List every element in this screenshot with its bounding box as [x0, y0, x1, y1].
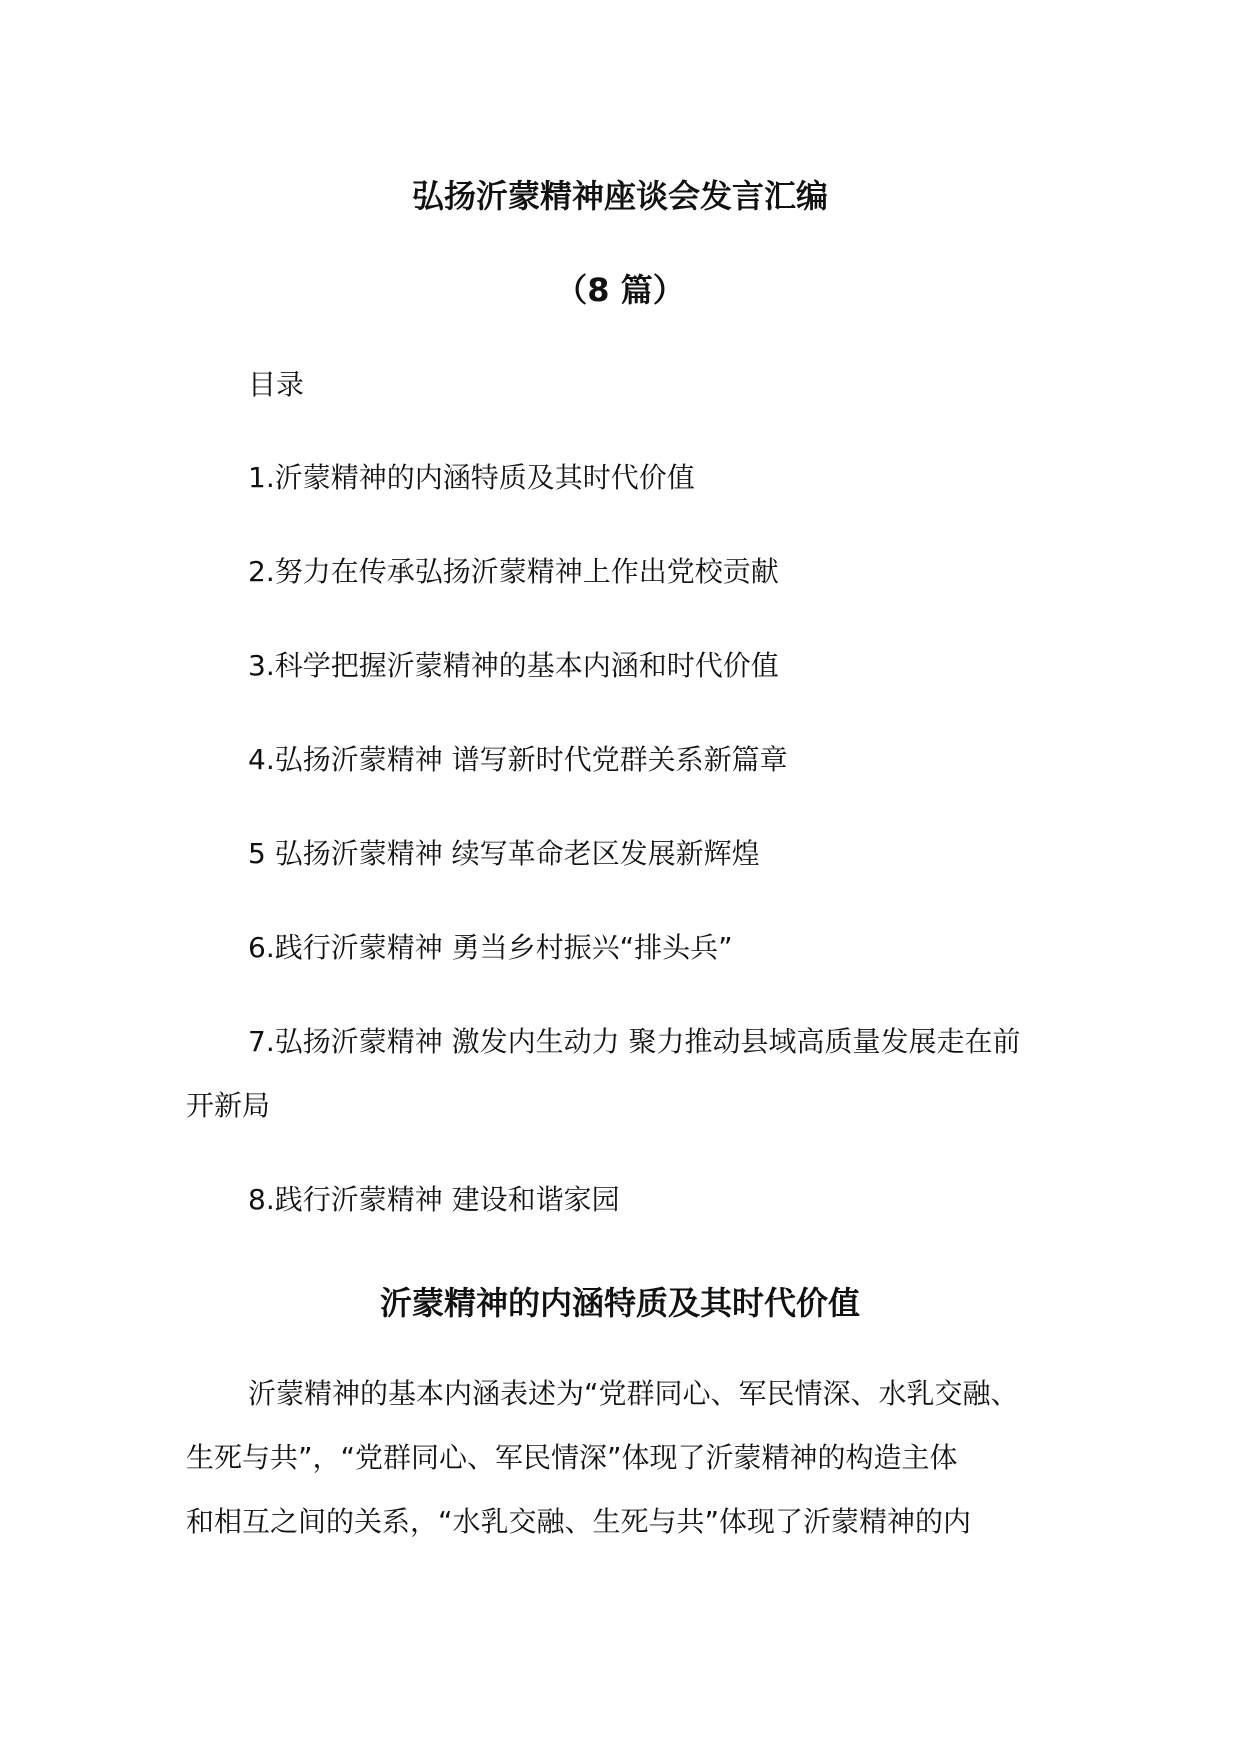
- toc-item-7-continued: 开新局: [186, 1089, 271, 1122]
- toc-item-4: 4.弘扬沂蒙精神 谱写新时代党群关系新篇章: [248, 743, 788, 776]
- toc-item-8: 8.践行沂蒙精神 建设和谐家园: [248, 1183, 620, 1216]
- toc-item-5: 5 弘扬沂蒙精神 续写革命老区发展新辉煌: [248, 837, 760, 870]
- body-line-2: 生死与共”，“党群同心、军民情深”体现了沂蒙精神的构造主体: [186, 1441, 958, 1474]
- toc-item-7: 7.弘扬沂蒙精神 激发内生动力 聚力推动县域高质量发展走在前: [248, 1025, 1021, 1058]
- toc-item-6: 6.践行沂蒙精神 勇当乡村振兴“排头兵”: [248, 931, 733, 964]
- document-title: 弘扬沂蒙精神座谈会发言汇编: [411, 177, 828, 215]
- toc-item-1: 1.沂蒙精神的内涵特质及其时代价值: [248, 461, 695, 494]
- document-count: （8 篇）: [555, 271, 685, 309]
- toc-item-2: 2.努力在传承弘扬沂蒙精神上作出党校贡献: [248, 555, 779, 588]
- body-line-3: 和相互之间的关系，“水乳交融、生死与共”体现了沂蒙精神的内: [186, 1505, 972, 1538]
- body-line-1: 沂蒙精神的基本内涵表述为“党群同心、军民情深、水乳交融、: [248, 1377, 1019, 1410]
- toc-heading: 目录: [248, 368, 305, 401]
- toc-item-3: 3.科学把握沂蒙精神的基本内涵和时代价值: [248, 649, 779, 682]
- section-title: 沂蒙精神的内涵特质及其时代价值: [379, 1284, 860, 1322]
